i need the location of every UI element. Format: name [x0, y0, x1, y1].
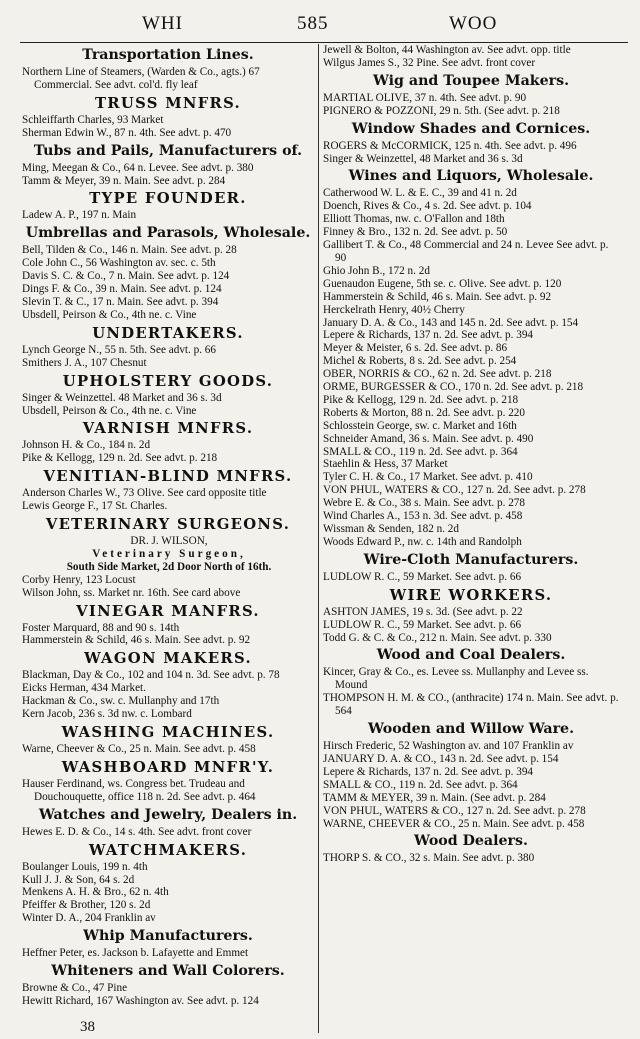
- directory-entry: Wilson John, ss. Market nr. 16th. See card above: [22, 586, 241, 599]
- right-column: [321, 44, 621, 865]
- directory-entry: Boulanger Louis, 199 n. 4th: [22, 860, 148, 873]
- directory-entry: Lewis George F., 17 St. Charles.: [22, 500, 168, 513]
- directory-entry: Cole John C., 56 Washington av. sec. c. 5th: [22, 257, 216, 270]
- directory-entry: Ubsdell, Peirson & Co., 4th ne. c. Vine: [22, 404, 197, 417]
- directory-entry: Wilgus James S., 32 Pine. See advt. front cover: [323, 56, 536, 69]
- directory-entry: Lynch George N., 55 n. 5th. See advt. p. 66: [22, 343, 216, 356]
- directory-entry: JANUARY D. A. & CO., 143 n. 2d. See advt. p. 154: [323, 752, 559, 765]
- directory-entry: Herckelrath Henry, 40½ Cherry: [323, 303, 465, 316]
- directory-entry: Ghio John B., 172 n. 2d: [323, 264, 430, 277]
- directory-entry: Webre E. & Co., 38 s. Main. See advt. p. 278: [323, 497, 525, 510]
- directory-entry: Hewes E. D. & Co., 14 s. 4th. See advt. front cover: [22, 825, 252, 838]
- section-heading: Wooden and Willow Ware.: [367, 721, 575, 738]
- directory-entry: Heffner Peter, es. Jackson b. Lafayette and Emmet: [22, 947, 249, 960]
- section-heading: Watches and Jewelry, Dealers in.: [38, 806, 298, 823]
- directory-entry: OBER, NORRIS & CO., 62 n. 2d. See advt. p. 218: [323, 368, 552, 381]
- running-head-right: WOO: [449, 13, 498, 34]
- directory-entry: Foster Marquard, 88 and 90 s. 14th: [22, 621, 180, 634]
- directory-entry: WARNE, CHEEVER & CO., 25 n. Main. See advt. p. 458: [323, 817, 585, 830]
- directory-entry: Blackman, Day & Co., 102 and 104 n. 3d. See advt. p. 78: [22, 669, 280, 682]
- directory-entry: Doench, Rives & Co., 4 s. 2d. See advt. p. 104: [323, 200, 532, 213]
- directory-entry: TAMM & MEYER, 39 n. Main. (See advt. p. 284: [323, 791, 546, 804]
- section-heading: WASHING MACHINES.: [61, 724, 275, 741]
- directory-entry: Menkens A. H. & Bro., 62 n. 4th: [22, 886, 169, 899]
- directory-entry: Kull J. J. & Son, 64 s. 2d: [22, 873, 135, 886]
- directory-section: [20, 144, 316, 188]
- directory-section: [321, 74, 621, 118]
- directory-entry: ASHTON JAMES, 19 s. 3d. (See advt. p. 22: [323, 605, 523, 618]
- directory-section: [321, 588, 621, 645]
- column-divider: [318, 44, 319, 1033]
- directory-section: [20, 843, 316, 926]
- directory-entry: THOMPSON H. M. & CO., (anthracite) 174 n. Main. See advt. p. 564: [323, 692, 619, 718]
- directory-entry: Kern Jacob, 236 s. 3d nw. c. Lombard: [22, 708, 192, 721]
- directory-entry: Hackman & Co., sw. c. Mullanphy and 17th: [22, 695, 220, 708]
- directory-entry: Dings F. & Co., 39 n. Main. See advt. p. 124: [22, 283, 222, 296]
- directory-entry: Hammerstein & Schild, 46 s. Main. See advt. p. 92: [22, 634, 251, 647]
- directory-entry: Pike & Kellogg, 129 n. 2d. See advt. p. 218: [22, 452, 218, 465]
- directory-section: [321, 648, 621, 718]
- section-heading: Wood Dealers.: [414, 833, 528, 850]
- section-heading: Wines and Liquors, Wholesale.: [348, 168, 594, 185]
- section-heading: WATCHMAKERS.: [88, 841, 248, 859]
- directory-entry: Schneider Amand, 36 s. Main. See advt. p. 490: [323, 432, 534, 445]
- directory-entry: Kincer, Gray & Co., es. Levee ss. Mullanphy and Levee ss. Mound: [323, 666, 589, 692]
- directory-entry: Lepere & Richards, 137 n. 2d. See advt. p. 394: [323, 329, 534, 342]
- section-heading: TYPE FOUNDER.: [89, 190, 247, 208]
- directory-entry: ORME, BURGESSER & CO., 170 n. 2d. See advt. p. 218: [323, 381, 584, 394]
- directory-entry: Elliott Thomas, nw. c. O'Fallon and 18th: [323, 213, 505, 226]
- directory-entry: Hirsch Frederic, 52 Washington av. and 107 Franklin av: [323, 740, 574, 753]
- directory-entry: ROGERS & McCORMICK, 125 n. 4th. See advt. p. 496: [323, 139, 577, 152]
- directory-entry: Davis S. C. & Co., 7 n. Main. See advt. p. 124: [22, 270, 230, 283]
- directory-entry: Gallibert T. & Co., 48 Commercial and 24 n. Levee See advt. p. 90: [323, 239, 609, 264]
- directory-section: [321, 834, 621, 865]
- directory-entry: Sherman Edwin W., 87 n. 4th. See advt. p. 470: [22, 126, 232, 139]
- directory-entry: Singer & Weinzettel. 48 Market and 36 s. 3d: [22, 391, 222, 404]
- directory-entry: Pfeiffer & Brother, 120 s. 2d: [22, 899, 151, 912]
- directory-entry: Bell, Tilden & Co., 146 n. Main. See advt. p. 28: [22, 244, 237, 257]
- directory-entry: Anderson Charles W., 73 Olive. See card opposite title: [22, 487, 267, 500]
- directory-entry: Finney & Bro., 132 n. 2d. See advt. p. 50: [323, 226, 508, 239]
- directory-entry: Wissman & Senden, 182 n. 2d: [323, 523, 459, 535]
- directory-section: [20, 326, 316, 370]
- directory-entry: Jewell & Bolton, 44 Washington av. See advt. opp. title: [323, 44, 571, 56]
- card-line: South Side Market, 2d Door North of 16th.: [66, 560, 272, 573]
- directory-entry: Browne & Co., 47 Pine: [22, 982, 128, 995]
- directory-entry: Tyler C. H. & Co., 17 Market. See advt. p. 410: [323, 471, 533, 484]
- directory-section: [321, 553, 621, 584]
- directory-entry: Johnson H. & Co., 184 n. 2d: [22, 439, 151, 452]
- directory-entry: Wind Charles A., 153 n. 3d. See advt. p. 458: [323, 510, 523, 523]
- directory-section: [20, 226, 316, 321]
- directory-entry: THORP S. & CO., 32 s. Main. See advt. p. 380: [323, 852, 535, 865]
- directory-entry: Tamm & Meyer, 39 n. Main. See advt. p. 284: [22, 174, 226, 187]
- section-heading: Wire-Cloth Manufacturers.: [363, 551, 579, 568]
- directory-entry: Singer & Weinzettel, 48 Market and 36 s. 3d: [323, 152, 523, 165]
- directory-entry: Guenaudon Eugene, 5th se. c. Olive. See advt. p. 120: [323, 277, 562, 290]
- directory-section: [20, 191, 316, 222]
- directory-entry: SMALL & CO., 119 n. 2d. See advt. p. 364: [323, 445, 518, 458]
- directory-entry: Todd G. & C. & Co., 212 n. Main. See advt. p. 330: [323, 631, 552, 644]
- section-heading: Transportation Lines.: [82, 47, 254, 63]
- directory-section: [20, 469, 316, 513]
- directory-entry: Eicks Herman, 434 Market.: [22, 682, 146, 695]
- directory-section: [321, 122, 621, 166]
- directory-section: [20, 604, 316, 648]
- directory-entry: Roberts & Morton, 88 n. 2d. See advt. p. 220: [323, 406, 525, 419]
- directory-entry: Schlosstein George, sw. c. Market and 16th: [323, 419, 517, 432]
- directory-entry: Hammerstein & Schild, 46 s. Main. See advt. p. 92: [323, 290, 552, 303]
- directory-entry: Michel & Roberts, 8 s. 2d. See advt. p. 254: [323, 355, 517, 368]
- directory-entry: SMALL & CO., 119 n. 2d. See advt. p. 364: [323, 778, 518, 791]
- header-rule: [20, 42, 628, 43]
- directory-section: [20, 374, 316, 418]
- card-line: Veterinary Surgeon,: [92, 547, 246, 560]
- directory-entry: Hauser Ferdinand, ws. Congress bet. Trudeau and Douchouquette, office 118 n. 2d. See advt. p. 464: [22, 777, 256, 803]
- section-heading: Window Shades and Cornices.: [351, 120, 591, 137]
- folio-mark: 38: [80, 1019, 95, 1035]
- directory-entry: Ubsdell, Peirson & Co., 4th ne. c. Vine: [22, 308, 197, 321]
- directory-entry: Slevin T. & C., 17 n. Main. See advt. p. 394: [22, 295, 219, 308]
- directory-section: [20, 651, 316, 721]
- directory-section: [20, 517, 316, 600]
- section-heading: VENITIAN-BLIND MNFRS.: [43, 468, 293, 486]
- directory-section: [20, 964, 316, 1008]
- section-heading: WAGON MAKERS.: [84, 650, 252, 668]
- directory-entry: Schleiffarth Charles, 93 Market: [22, 113, 164, 126]
- directory-entry: Corby Henry, 123 Locust: [22, 573, 136, 586]
- section-heading: VETERINARY SURGEONS.: [45, 516, 291, 534]
- directory-entry: PIGNERO & POZZONI, 29 n. 5th. (See advt. p. 218: [323, 104, 560, 117]
- directory-entry: Smithers J. A., 107 Chesnut: [22, 356, 147, 369]
- left-column: [20, 44, 316, 1008]
- directory-section: [321, 722, 621, 830]
- page-number: 585: [297, 13, 329, 34]
- directory-section: [321, 44, 621, 70]
- section-heading: WASHBOARD MNFR'Y.: [61, 758, 275, 776]
- section-heading: UPHOLSTERY GOODS.: [62, 372, 274, 390]
- section-heading: VARNISH MNFRS.: [82, 420, 254, 438]
- directory-entry: Woods Edward P., nw. c. 14th and Randolph: [323, 535, 522, 548]
- directory-section: [20, 725, 316, 756]
- directory-entry: Ladew A. P., 197 n. Main: [22, 209, 137, 222]
- section-heading: Umbrellas and Parasols, Wholesale.: [25, 225, 311, 242]
- directory-entry: Northern Line of Steamers, (Warden & Co., agts.) 67 Commercial. See advt. col'd. fly leaf: [22, 66, 260, 91]
- directory-section: [20, 760, 316, 804]
- directory-section: [20, 421, 316, 465]
- directory-entry: Catherwood W. L. & E. C., 39 and 41 n. 2d: [323, 187, 517, 200]
- directory-section: [20, 96, 316, 140]
- section-heading: VINEGAR MANFRS.: [76, 602, 260, 620]
- directory-entry: LUDLOW R. C., 59 Market. See advt. p. 66: [323, 618, 522, 631]
- directory-section: [20, 929, 316, 960]
- directory-entry: Hewitt Richard, 167 Washington av. See advt. p. 124: [22, 994, 259, 1007]
- section-heading: WIRE WORKERS.: [389, 586, 553, 604]
- directory-entry: Warne, Cheever & Co., 25 n. Main. See advt. p. 458: [22, 743, 256, 755]
- directory-entry: VON PHUL, WATERS & CO., 127 n. 2d. See advt. p. 278: [323, 484, 586, 497]
- directory-section: [20, 808, 316, 839]
- running-head-left: WHI: [142, 13, 183, 34]
- section-heading: TRUSS MNFRS.: [94, 94, 242, 112]
- directory-entry: VON PHUL, WATERS & CO., 127 n. 2d. See advt. p. 278: [323, 804, 586, 817]
- directory-section: [321, 169, 621, 548]
- directory-entry: LUDLOW R. C., 59 Market. See advt. p. 66: [323, 570, 522, 583]
- directory-entry: MARTIAL OLIVE, 37 n. 4th. See advt. p. 90: [323, 91, 527, 104]
- section-heading: UNDERTAKERS.: [92, 324, 244, 342]
- card-line: DR. J. WILSON,: [130, 535, 208, 548]
- directory-entry: January D. A. & Co., 143 and 145 n. 2d. See advt. p. 154: [323, 316, 579, 329]
- section-heading: Whiteners and Wall Colorers.: [51, 963, 285, 980]
- directory-entry: Winter D. A., 204 Franklin av: [22, 912, 156, 925]
- section-heading: Wood and Coal Dealers.: [376, 647, 566, 664]
- directory-entry: Ming, Meegan & Co., 64 n. Levee. See advt. p. 380: [22, 161, 254, 174]
- directory-entry: Pike & Kellogg, 129 n. 2d. See advt. p. 218: [323, 393, 519, 406]
- directory-section: [20, 48, 316, 92]
- directory-entry: Lepere & Richards, 137 n. 2d. See advt. p. 394: [323, 765, 534, 778]
- section-heading: Wig and Toupee Makers.: [372, 72, 570, 89]
- section-heading: Tubs and Pails, Manufacturers of.: [33, 142, 303, 159]
- directory-entry: Meyer & Meister, 6 s. 2d. See advt. p. 86: [323, 342, 508, 355]
- section-heading: Whip Manufacturers.: [83, 928, 253, 945]
- directory-entry: Staehlin & Hess, 37 Market: [323, 458, 448, 471]
